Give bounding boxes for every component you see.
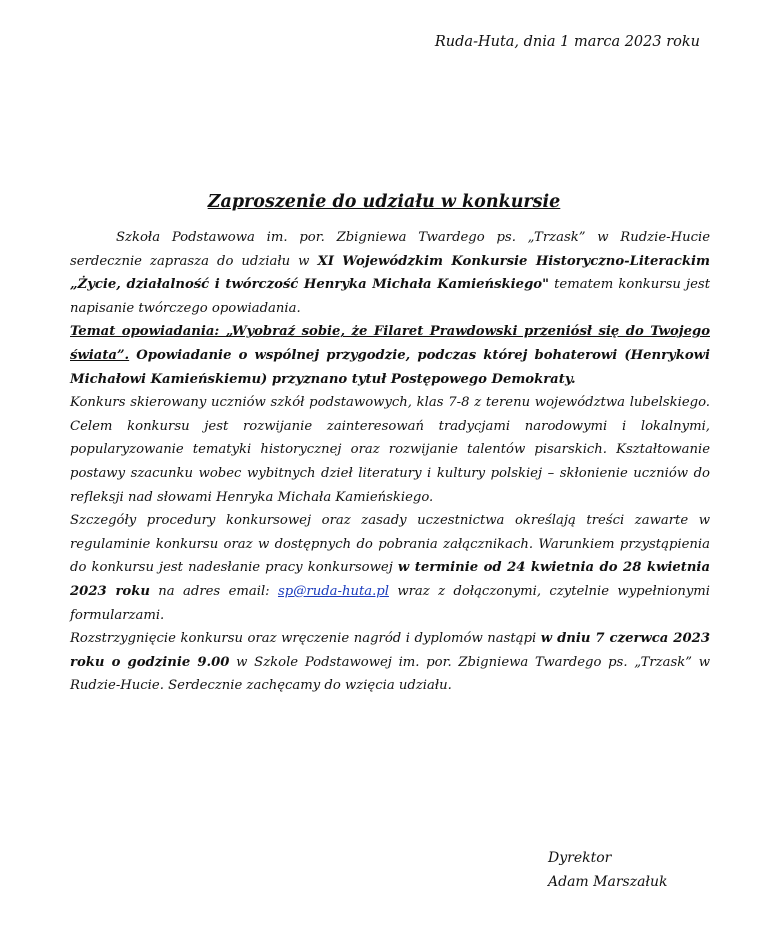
signature-block bbox=[548, 846, 667, 894]
topic-description: Opowiadanie o wspólnej przygodzie, podczas której bohaterowi (Henrykowi Michałowi Kamieńskiemu) przyznano tytuł Postępowego Demokraty. bbox=[70, 347, 710, 387]
rules-text-address: na adres email: bbox=[149, 583, 278, 599]
audience-paragraph: Konkurs skierowany uczniów szkół podstawowych, klas 7-8 z terenu województwa lubelskiego. Celem konkursu jest rozwijanie zainteresowań tradycjami narodowymi i lokalnymi, popularyzowanie tematyki historycznej oraz rozwijanie talentów pisarskich. Kształtowanie postawy szacunku wobec wybitnych dzieł literatury i kultury polskiej – skłonienie uczniów do refleksji nad słowami Henryka Michała Kamieńskiego. bbox=[70, 395, 710, 505]
intro-text-start: Szkoła Podstawowa im. por. Zbigniewa Twardego ps. „Trzask” w Rudzie-Hucie serdecznie zaprasza do udziału w bbox=[70, 230, 710, 269]
document-title: Zaproszenie do udziału w konkursie bbox=[207, 192, 561, 212]
awards-paragraph bbox=[70, 627, 710, 698]
intro-paragraph bbox=[70, 226, 710, 320]
contest-name: XI Wojewódzkim Konkursie Historyczno-Literackim „Życie, działalność i twórczość Henryka Michała Kamieńskiego" bbox=[70, 253, 710, 293]
signature-role: Dyrektor bbox=[548, 850, 612, 866]
rules-text-start: Szczegóły procedury konkursowej oraz zasady uczestnictwa określają treści zawarte w regulaminie konkursu oraz w dostępnych do pobrania załącznikach. Warunkiem przystąpienia do konkursu jest nadesłanie pracy konkursowej bbox=[70, 513, 710, 576]
letter-body bbox=[70, 226, 710, 698]
submission-deadline: w terminie od 24 kwietnia do 28 kwietnia 2023 roku bbox=[70, 560, 710, 599]
topic-heading: Temat opowiadania: „Wyobraź sobie, że Filaret Prawdowski przeniósł się do Twojego świata”. bbox=[70, 324, 710, 363]
place-date: Ruda-Huta, dnia 1 marca 2023 roku bbox=[434, 34, 700, 50]
awards-text-end: w Szkole Podstawowej im. por. Zbigniewa Twardego ps. „Trzask” w Rudzie-Hucie. Serdecznie zachęcamy do wzięcia udziału. bbox=[70, 654, 710, 694]
signature-name: Adam Marszałuk bbox=[548, 874, 668, 890]
rules-paragraph bbox=[70, 509, 710, 627]
rules-text-end: wraz z dołączonymi, czytelnie wypełnionymi formularzami. bbox=[70, 583, 710, 623]
awards-date: w dniu 7 czerwca 2023 roku o godzinie 9.00 bbox=[70, 631, 710, 670]
intro-text-end: tematem konkursu jest napisanie twórczego opowiadania. bbox=[70, 277, 710, 316]
email-link[interactable]: sp@ruda-huta.pl bbox=[278, 583, 389, 599]
awards-text-start: Rozstrzygnięcie konkursu oraz wręczenie nagród i dyplomów nastąpi bbox=[70, 631, 541, 647]
topic-paragraph bbox=[70, 320, 710, 391]
